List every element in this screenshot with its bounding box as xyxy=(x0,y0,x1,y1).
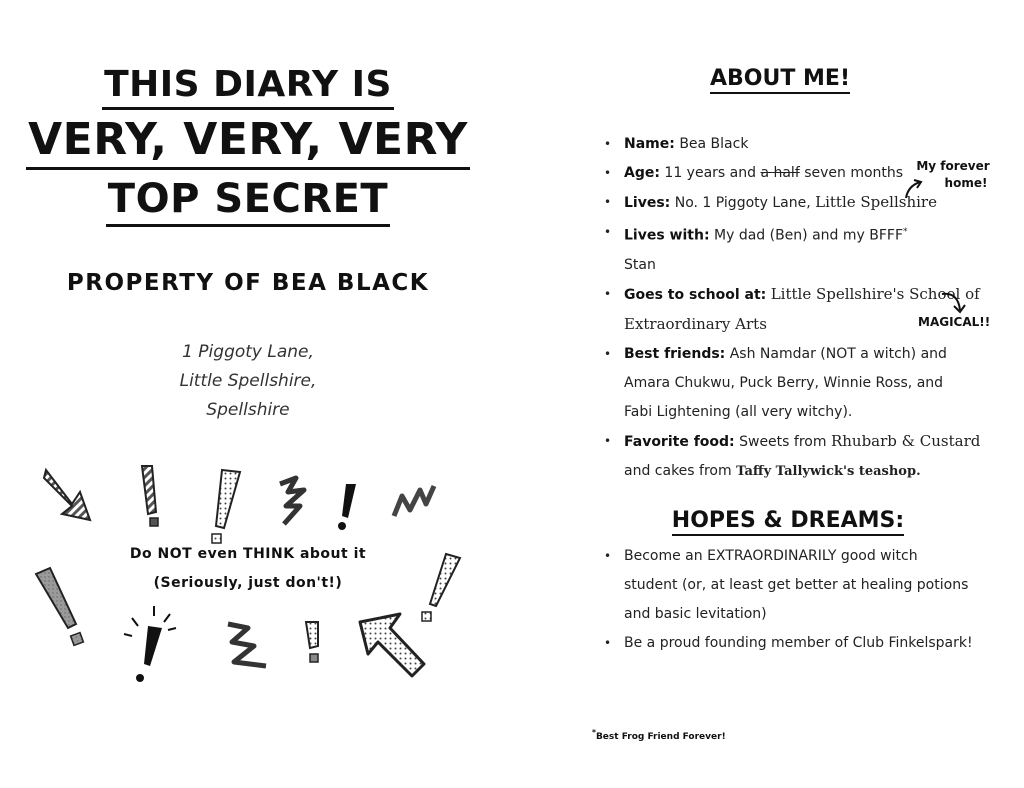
list-item-food xyxy=(604,427,984,486)
age-struck: a half xyxy=(760,165,800,181)
food-value-2: and cakes from xyxy=(624,462,732,479)
curved-arrow-down-icon xyxy=(940,290,968,316)
note-forever-line-2: home! xyxy=(944,176,988,190)
hope-1-line-a: Become an EXTRAORDINARILY good witch xyxy=(624,548,918,564)
about-heading xyxy=(512,66,1024,91)
footnote-star: * xyxy=(592,728,596,737)
title-line-1 xyxy=(0,64,496,105)
school-label: Goes to school at: xyxy=(624,286,767,303)
address-line-2: Little Spellshire, xyxy=(179,371,317,391)
note-forever-line-1: My forever xyxy=(916,159,990,173)
lives-with-value: My dad (Ben) and my BFFF xyxy=(714,227,904,244)
friends-value-2: Amara Chukwu, Puck Berry, Winnie Ross, and xyxy=(624,374,944,391)
age-value-2: seven months xyxy=(804,165,904,181)
exclamation-small-icon xyxy=(306,622,318,662)
lives-value: No. 1 Piggoty Lane, xyxy=(674,195,811,211)
property-of: PROPERTY OF BEA BLACK xyxy=(66,270,430,296)
hopes-heading-text: HOPES & DREAMS: xyxy=(672,508,904,536)
address xyxy=(0,338,496,425)
about-heading-text: ABOUT ME! xyxy=(710,66,850,94)
note-magical: MAGICAL!! xyxy=(918,315,991,329)
zigzag-lower-icon xyxy=(228,624,266,666)
list-item-lives xyxy=(604,188,984,218)
footnote xyxy=(592,728,726,742)
friends-label: Best friends: xyxy=(624,345,726,362)
lives-label: Lives: xyxy=(624,195,671,211)
friends-value-1: Ash Namdar (NOT a witch) and xyxy=(729,345,947,362)
food-label: Favorite food: xyxy=(624,433,735,450)
striped-arrow-icon xyxy=(44,470,90,520)
warning-line-2: (Seriously, just don't!) xyxy=(153,575,343,591)
curved-arrow-icon xyxy=(902,176,926,200)
footnote-text: Best Frog Friend Forever! xyxy=(595,732,726,742)
hopes-list xyxy=(604,542,984,658)
lives-with-star: * xyxy=(903,227,908,237)
exclamation-burst-icon xyxy=(124,606,176,682)
lives-with-value-2: Stan xyxy=(624,256,656,273)
friends-value-3: Fabi Lightening (all very witchy). xyxy=(624,403,853,420)
title-text-1: THIS DIARY IS xyxy=(102,64,394,110)
list-item-school xyxy=(604,280,984,340)
hopes-heading xyxy=(512,508,1024,533)
age-value-1: 11 years and xyxy=(664,165,756,181)
big-arrow-icon xyxy=(360,614,424,676)
food-hand-1: Rhubarb & Custard xyxy=(830,431,981,450)
hope-2-text: Be a proud founding member of Club Finkelspark! xyxy=(624,635,973,651)
exclamation-striped-icon xyxy=(142,466,158,526)
title-text-3: TOP SECRET xyxy=(106,176,390,227)
hope-1-line-c: and basic levitation) xyxy=(624,606,767,622)
title-line-2 xyxy=(0,114,496,165)
list-item-lives-with xyxy=(604,218,984,280)
lives-with-label: Lives with: xyxy=(624,227,710,244)
address-line-3: Spellshire xyxy=(206,400,290,420)
age-label: Age: xyxy=(624,165,660,181)
zigzag-icon xyxy=(280,478,304,524)
food-value-1: Sweets from xyxy=(739,433,827,450)
title-line-3 xyxy=(0,176,496,222)
address-line-1: 1 Piggoty Lane, xyxy=(182,342,314,362)
lives-hand: Little Spellshire xyxy=(815,193,937,211)
name-label: Name: xyxy=(624,136,675,152)
school-hand-2: Extraordinary Arts xyxy=(624,314,767,333)
exclamation-black-icon xyxy=(338,484,356,530)
title-text-2: VERY, VERY, VERY xyxy=(26,114,470,170)
exclamation-dotted-icon xyxy=(212,470,240,543)
hope-1-line-b: student (or, at least get better at healing potions xyxy=(624,577,969,593)
list-item-friends xyxy=(604,340,984,427)
hope-item-1 xyxy=(604,542,984,629)
name-value: Bea Black xyxy=(679,136,749,152)
warning-line-1: Do NOT even THINK about it xyxy=(129,546,367,562)
right-page xyxy=(512,0,1024,788)
school-hand-1: Little Spellshire's School of xyxy=(770,284,980,303)
squiggle-icon xyxy=(394,486,434,516)
hope-item-2 xyxy=(604,629,984,658)
food-hand-2: Taffy Tallywick's teashop. xyxy=(736,463,921,479)
list-item-name xyxy=(604,130,984,159)
